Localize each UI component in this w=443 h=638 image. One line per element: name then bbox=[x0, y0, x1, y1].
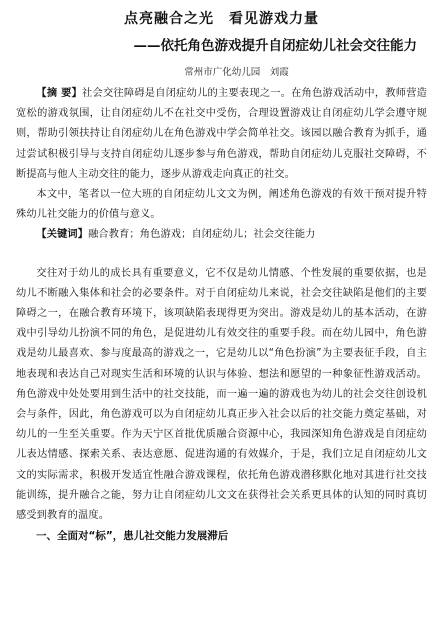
abstract-text: 社会交往障碍是自闭症幼儿的主要表现之一。在角色游戏活动中，教师营造宽松的游戏氛围，让自闭症幼儿不在社交中受伤，合理设置游戏让自闭症幼儿学会遵守规则，帮助引领扶持让自闭症幼儿在角色游戏中学会简单社交。该园以融合教育为抓手，通过尝试积极引导与支持自闭症幼儿逐步参与角色游戏，帮助自闭症幼儿克服社交障碍，不断提高与他人主动交往的能力，逐步从游戏走向真正的社交。 bbox=[16, 88, 428, 180]
keywords-label: 【关键词】 bbox=[36, 229, 89, 241]
abstract-label: 【摘 要】 bbox=[36, 88, 83, 99]
section-heading: 一、全面对“标”，患儿社交能力发展滞后 bbox=[36, 530, 229, 543]
section-spacer bbox=[16, 246, 427, 264]
document-subtitle: ——依托角色游戏提升自闭症幼儿社会交往能力 bbox=[133, 38, 417, 54]
abstract-paragraph-2: 本文中，笔者以一位大班的自闭症幼儿文文为例，阐述角色游戏的有效干预对提升特殊幼儿社交能力的价值与意义。 bbox=[16, 189, 427, 221]
document-title: 点亮融合之光 看见游戏力量 bbox=[124, 11, 319, 27]
body-paragraph: 交往对于幼儿的成长具有重要意义，它不仅是幼儿情感、个性发展的重要依据，也是幼儿不断融入集体和社会的必要条件。对于自闭症幼儿来说，社会交往缺陷是他们的主要障碍之一，在融合教育环境下，该项缺陷表现得更为突出。游戏是幼儿的基本活动，在游戏中引导幼儿扮演不同的角色，是促进幼儿有效交往的重要手段。而在幼儿园中，角色游戏是幼儿最喜欢、参与度最高的游戏之一，它是幼儿以“角色扮演”为主要表征手段，自主地表现和表达自己对现实生活和环境的认识与体验、想法和愿望的一种象征性游戏活动。角色游戏中处处要用到生活中的社交技能，而一遍一遍的游戏也为幼儿的社会交往创设机会与条件，因此，角色游戏可以为自闭症幼儿真正步入社会以后的社交能力奠定基础，对幼儿的一生至关重要。作为天宁区首批优质融合资源中心，我园深知角色游戏是自闭症幼儿表达情感、探索关系、表达意愿、促进沟通的有效媒介，于是，我们立足自闭症幼儿文文的实际需求，积极开发适宜性融合游戏课程，依托角色游戏潜移默化地对其进行社交技能训练，提升融合之能，努力让自闭症幼儿文文在获得社会关系更具体的认知的同时真切感受到教育的温度。 bbox=[16, 267, 427, 522]
abstract-paragraph bbox=[16, 84, 427, 185]
author-line: 常州市广化幼儿园 刘霞 bbox=[184, 67, 289, 78]
keywords-paragraph bbox=[16, 225, 427, 245]
keywords-text: 融合教育；角色游戏；自闭症幼儿；社会交往能力 bbox=[88, 229, 316, 241]
